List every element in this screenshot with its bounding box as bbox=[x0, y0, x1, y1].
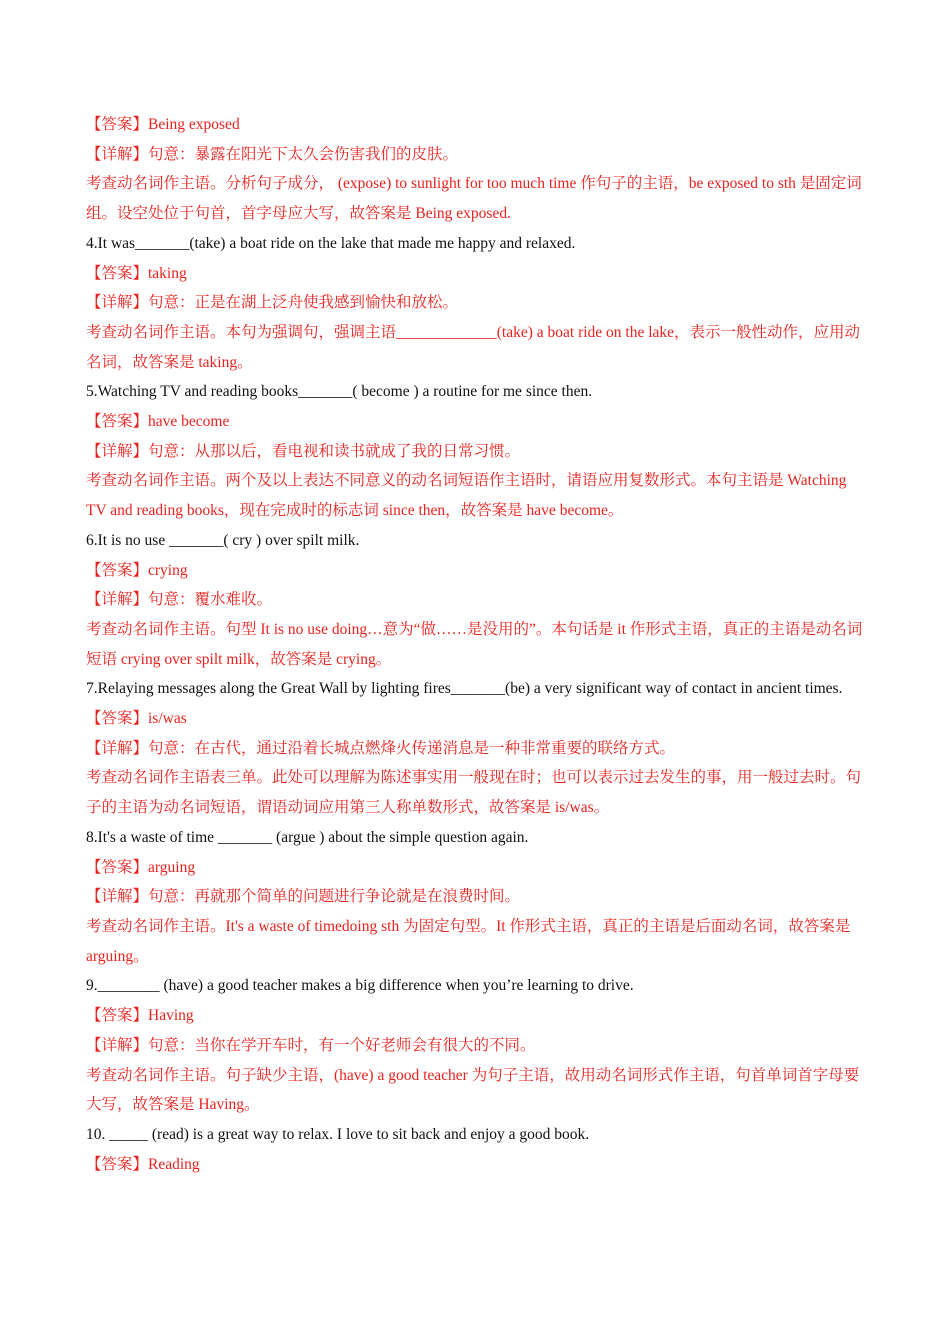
detail-line: 【详解】句意：在古代，通过沿着长城点燃烽火传递消息是一种非常重要的联络方式。 bbox=[86, 739, 676, 757]
analysis-paragraph: 考查动名词作主语。句型 It is no use doing…意为“做……是没用的”。本句话是 it 作形式主语，真正的主语是动名词短语 crying over spilt milk，故答案是 crying。 bbox=[86, 620, 863, 668]
answer-line: 【答案】is/was bbox=[86, 710, 187, 728]
analysis-paragraph: 考查动名词作主语。It's a waste of timedoing sth 为固定句型。It 作形式主语，真正的主语是后面动名词，故答案是 arguing。 bbox=[86, 917, 851, 965]
detail-line: 【详解】句意：从那以后，看电视和读书就成了我的日常习惯。 bbox=[86, 442, 521, 460]
answer-line: 【答案】have become bbox=[86, 413, 230, 431]
analysis-paragraph: 考查动名词作主语。本句为强调句，强调主语_____________(take) a boat ride on the lake，表示一般性动作，应用动名词，故答案是 taking。 bbox=[86, 323, 861, 371]
answer-line: 【答案】crying bbox=[86, 561, 188, 579]
question-line: 6.It is no use _______( cry ) over spilt milk. bbox=[86, 531, 360, 549]
detail-line: 【详解】句意：再就那个简单的问题进行争论就是在浪费时间。 bbox=[86, 888, 521, 906]
answer-line: 【答案】Being exposed bbox=[86, 116, 240, 133]
analysis-paragraph: 考查动名词作主语表三单。此处可以理解为陈述事实用一般现在时；也可以表示过去发生的事，用一般过去时。句子的主语为动名词短语，谓语动词应用第三人称单数形式，故答案是 is/was。 bbox=[86, 769, 862, 817]
answer-line: 【答案】Reading bbox=[86, 1155, 200, 1173]
question-line: 9.________ (have) a good teacher makes a big difference when you’re learning to drive. bbox=[86, 977, 634, 995]
document-page bbox=[86, 110, 868, 1179]
detail-line: 【详解】句意：当你在学开车时，有一个好老师会有很大的不同。 bbox=[86, 1036, 536, 1054]
detail-line: 【详解】句意：正是在湖上泛舟使我感到愉快和放松。 bbox=[86, 294, 459, 312]
detail-line: 【详解】句意：覆水难收。 bbox=[86, 591, 273, 609]
analysis-paragraph: 考查动名词作主语。分析句子成分， (expose) to sunlight for too much time 作句子的主语，be exposed to sth 是固定词组。设空处位于句首，首字母应大写，故答案是 Being exposed. bbox=[86, 175, 862, 223]
question-line: 8.It's a waste of time _______ (argue ) about the simple question again. bbox=[86, 828, 529, 846]
answer-line: 【答案】arguing bbox=[86, 858, 196, 876]
question-line: 4.It was_______(take) a boat ride on the lake that made me happy and relaxed. bbox=[86, 234, 576, 252]
analysis-paragraph: 考查动名词作主语。两个及以上表达不同意义的动名词短语作主语时，请语应用复数形式。本句主语是 Watching TV and reading books，现在完成时的标志词 since then，故答案是 have become。 bbox=[86, 472, 847, 520]
question-line: 5.Watching TV and reading books_______( become ) a routine for me since then. bbox=[86, 383, 593, 401]
detail-line: 【详解】句意：暴露在阳光下太久会伤害我们的皮肤。 bbox=[86, 145, 459, 163]
question-line: 10. _____ (read) is a great way to relax. I love to sit back and enjoy a good book. bbox=[86, 1125, 590, 1143]
analysis-paragraph: 考查动名词作主语。句子缺少主语，(have) a good teacher 为句子主语，故用动名词形式作主语，句首单词首字母要大写，故答案是 Having。 bbox=[86, 1066, 860, 1114]
answer-line: 【答案】Having bbox=[86, 1007, 194, 1025]
question-line: 7.Relaying messages along the Great Wall by lighting fires_______(be) a very significant way of contact in ancient times. bbox=[86, 680, 843, 698]
answer-line: 【答案】taking bbox=[86, 264, 187, 282]
